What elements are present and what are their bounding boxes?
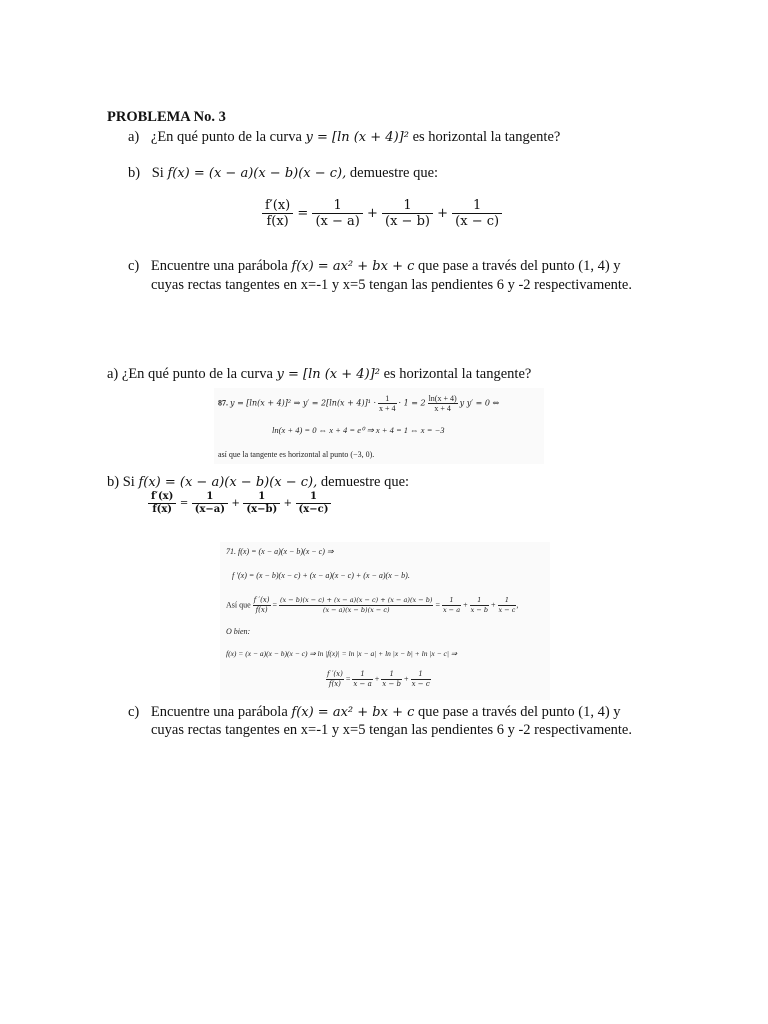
lhs-denominator: f(x) xyxy=(152,504,173,515)
problem-title: PROBLEMA No. 3 xyxy=(107,109,226,125)
equals-sign: = xyxy=(297,206,309,221)
term-a-numerator: 1 xyxy=(312,198,362,214)
lhs-numerator: f′(x) xyxy=(262,198,293,214)
item-a-label: a) xyxy=(128,129,140,145)
solution-b-scan xyxy=(220,542,550,700)
frac-den: f(x) xyxy=(255,606,268,614)
term-c-numerator: 1 xyxy=(452,198,502,214)
plus-sign: + xyxy=(491,600,496,610)
scan-a-derivative-3: y y′ = 0 ⇔ xyxy=(459,398,500,408)
solution-b-text: Si xyxy=(122,474,135,490)
scan-a-line-1 xyxy=(218,394,499,413)
plus-sign: + xyxy=(404,674,409,684)
solution-c-text: Encuentre una parábola xyxy=(150,704,288,720)
term-b-numerator: 1 xyxy=(243,491,280,504)
plus-sign: + xyxy=(366,206,378,221)
comma: , xyxy=(516,600,519,610)
solution-a-text: ¿En qué punto de la curva xyxy=(121,366,273,382)
term-c-denominator: (x−c) xyxy=(298,504,329,515)
equals-sign: = xyxy=(179,498,189,509)
term-b-fraction xyxy=(382,198,433,229)
frac-den: x − b xyxy=(382,680,402,688)
asi-que-text: Así que xyxy=(226,600,251,610)
frac-den: (x − a)(x − b)(x − c) xyxy=(322,606,390,614)
solution-c-text-end: que pase a través del punto (1, 4) y xyxy=(418,704,621,720)
item-c-text: Encuentre una parábola xyxy=(150,258,288,274)
solution-c-line-2: cuyas rectas tangentes en x=-1 y x=5 tengan las pendientes 6 y -2 respectivamente. xyxy=(151,722,632,738)
solution-b-equation xyxy=(148,491,331,516)
frac-num: 1 xyxy=(411,670,431,680)
scan-a-derivative: y = [ln(x + 4)]² ⇒ y′ = 2[ln(x + 4)]¹ · xyxy=(230,398,376,408)
scan-b-line-2: f ′(x) = (x − b)(x − c) + (x − a)(x − c) + (x − a)(x − b). xyxy=(232,571,410,580)
plus-sign: + xyxy=(437,206,449,221)
term-b-denominator: (x−b) xyxy=(246,504,278,515)
lhs-denominator: f(x) xyxy=(266,214,289,229)
term-b-numerator: 1 xyxy=(382,198,433,214)
solution-c-math: f(x) = ax² + bx + c xyxy=(291,705,415,720)
scan-b-line-4: O bien: xyxy=(226,627,251,636)
solution-a-math: y = [ln (x + 4)]² xyxy=(276,367,380,382)
frac-num: 1 xyxy=(498,596,517,606)
problem-a-line xyxy=(128,129,560,146)
solution-a-label: a) xyxy=(107,366,119,382)
item-b-label: b) xyxy=(128,165,141,181)
scan-b-line-3 xyxy=(226,596,518,615)
equals-sign: = xyxy=(345,674,351,684)
solution-a-text-end: es horizontal la tangente? xyxy=(383,366,532,382)
solution-a-line xyxy=(107,366,531,383)
plus-sign: + xyxy=(231,498,240,509)
scan-b-line-1: 71. f(x) = (x − a)(x − b)(x − c) ⇒ xyxy=(226,547,334,556)
item-b-text-end: demuestre que: xyxy=(349,165,439,181)
frac-den: x + 4 xyxy=(434,404,451,413)
equals-sign: = xyxy=(435,600,440,610)
solution-b-line xyxy=(107,474,409,491)
frac-den: x − a xyxy=(442,606,461,614)
solution-b-label: b) xyxy=(107,474,120,490)
frac-num: (x − b)(x − c) + (x − a)(x − c) + (x − a)(x − b) xyxy=(280,596,433,604)
solution-c-line xyxy=(128,704,621,721)
lhs-numerator: f′(x) xyxy=(148,491,176,504)
equals-sign: = xyxy=(272,600,278,610)
item-a-text-end: es horizontal la tangente? xyxy=(412,129,561,145)
exercise-number: 87. xyxy=(218,398,228,408)
solution-a-scan xyxy=(214,388,544,464)
lhs-fraction xyxy=(262,198,293,229)
plus-sign: + xyxy=(374,674,380,684)
item-a-text: ¿En qué punto de la curva xyxy=(150,129,302,145)
frac-den: x − a xyxy=(353,680,372,688)
term-a-denominator: (x − a) xyxy=(315,214,360,229)
term-c-denominator: (x − c) xyxy=(455,214,500,229)
term-a-denominator: (x−a) xyxy=(194,504,226,515)
frac-num: ln(x + 4) xyxy=(428,394,457,403)
plus-sign: + xyxy=(283,498,293,509)
problem-b-line xyxy=(128,165,438,182)
frac-num: f ′(x) xyxy=(327,670,343,678)
frac-num: f ′(x) xyxy=(253,596,270,604)
frac-den: x − b xyxy=(470,606,488,614)
item-c-math: f(x) = ax² + bx + c xyxy=(291,259,415,274)
frac-num: 1 xyxy=(352,670,372,680)
problem-c-line xyxy=(128,258,621,275)
frac-num: 1 xyxy=(381,670,402,680)
scan-a-line-3: así que la tangente es horizontal al punto (−3, 0). xyxy=(218,450,375,459)
solution-b-math: f(x) = (x − a)(x − b)(x − c), xyxy=(138,475,318,490)
frac-num: 1 xyxy=(470,596,489,606)
scan-b-line-6 xyxy=(326,670,431,689)
item-a-math: y = [ln (x + 4)]² xyxy=(305,130,409,145)
problem-c-line-2: cuyas rectas tangentes en x=-1 y x=5 tengan las pendientes 6 y -2 respectivamente. xyxy=(151,277,632,293)
term-b-denominator: (x − b) xyxy=(385,214,430,229)
log-derivative-equation xyxy=(262,198,502,229)
term-c-fraction xyxy=(452,198,502,229)
item-c-label: c) xyxy=(128,258,140,274)
frac-den: x − c xyxy=(498,606,516,614)
item-c-text-end: que pase a través del punto (1, 4) y xyxy=(418,258,621,274)
plus-sign: + xyxy=(463,600,468,610)
scan-a-line-2: ln(x + 4) = 0 ⇔ x + 4 = e⁰ ⇒ x + 4 = 1 ⇔ x = −3 xyxy=(272,425,445,435)
item-b-text: Si xyxy=(151,165,164,181)
term-a-fraction xyxy=(312,198,362,229)
scan-a-derivative-2: · 1 = 2 xyxy=(398,398,426,408)
frac-den: x + 4 xyxy=(378,404,396,413)
frac-den: x − c xyxy=(411,680,430,688)
frac-num: 1 xyxy=(442,596,461,606)
solution-b-text-end: demuestre que: xyxy=(320,474,410,490)
term-c-numerator: 1 xyxy=(296,491,332,504)
item-b-math: f(x) = (x − a)(x − b)(x − c), xyxy=(167,166,347,181)
frac-num: 1 xyxy=(378,394,397,404)
solution-c-label: c) xyxy=(128,704,140,720)
frac-den: f(x) xyxy=(328,680,341,688)
term-a-numerator: 1 xyxy=(192,491,228,504)
scan-b-line-5: f(x) = (x − a)(x − b)(x − c) ⇒ ln |f(x)| = ln |x − a| + ln |x − b| + ln |x − c| ⇒ xyxy=(226,649,458,658)
